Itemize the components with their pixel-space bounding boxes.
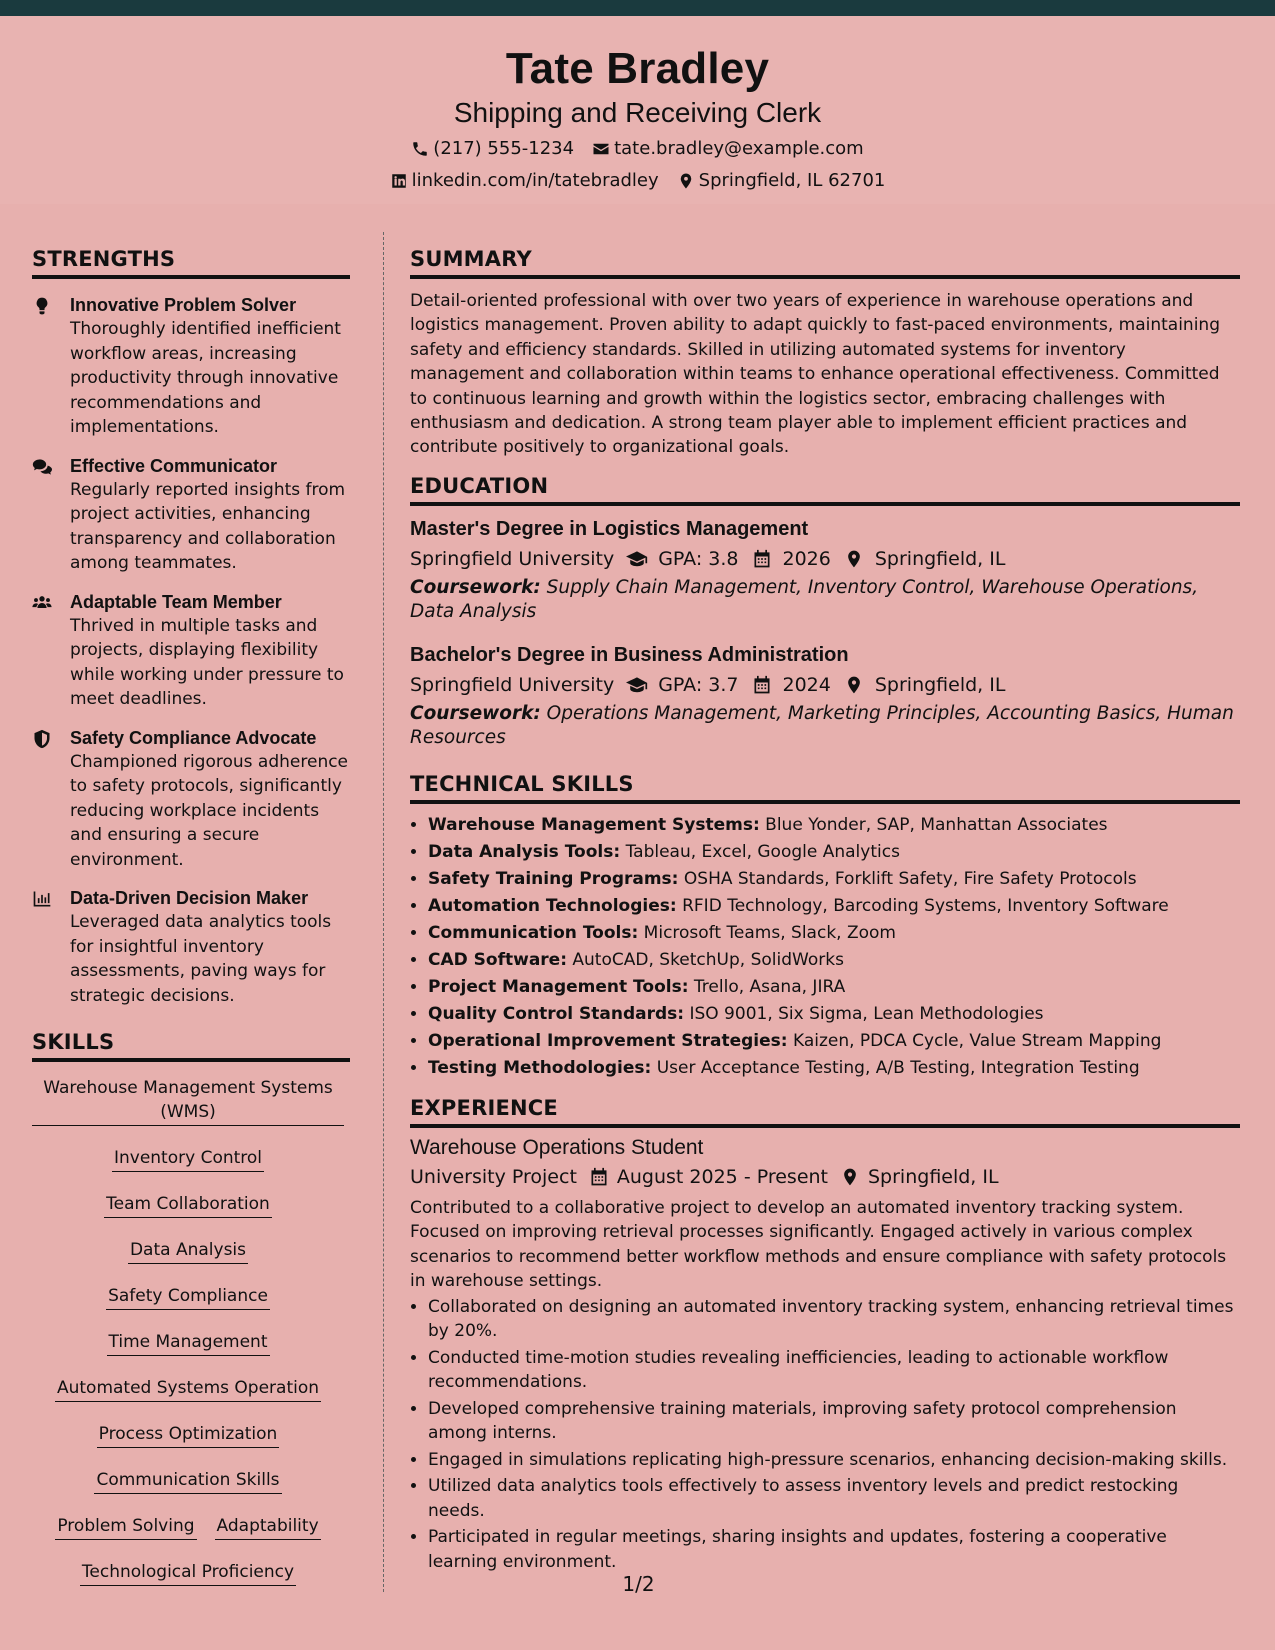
summary-text: Detail-oriented professional with over two years of experience in warehouse operations and logistics management. Proven ability to adapt quickly to fast-paced environments, maintaining safety and efficiency standards. Skilled in utilizing automated systems for inventory management and collaboration within teams to enhance operational effectiveness. Committed to continuous learning and growth within the logistics sector, embracing challenges with enthusiasm and dedication. A strong team player able to implement efficient practices and contribute positively to organizational goals.: [410, 291, 1220, 458]
skill-values: RFID Technology, Barcoding Systems, Inventory Software: [682, 895, 1169, 916]
skill-tag: Time Management: [107, 1330, 270, 1356]
job-org: University Project: [410, 1165, 577, 1188]
school-name: Springfield University: [410, 547, 615, 570]
strength-desc: Thoroughly identified inefficient workflow areas, increasing productivity through innovative recommendations and implementations.: [70, 319, 341, 437]
linkedin-contact[interactable]: [390, 170, 659, 192]
graduation-cap-icon: [626, 675, 648, 695]
coursework-label: Coursework:: [410, 702, 541, 724]
skill-category: Warehouse Management Systems:: [428, 814, 760, 835]
list-item: • Conducted time-motion studies revealing inefficiencies, leading to actionable workflow recommendations.: [428, 1346, 1240, 1395]
skill-values: AutoCAD, SketchUp, SolidWorks: [572, 949, 844, 970]
column-divider: [383, 232, 384, 1592]
skill-tag: Team Collaboration: [104, 1192, 272, 1218]
strengths-heading: STRENGTHS: [32, 245, 350, 279]
list-item: • Participated in regular meetings, sharing insights and updates, fostering a cooperative learning environment.: [428, 1525, 1240, 1574]
skill-tag: Communication Skills: [94, 1468, 281, 1494]
skill-tag: Data Analysis: [128, 1238, 248, 1264]
strength-item: [32, 726, 350, 873]
education-heading: EDUCATION: [410, 472, 1240, 506]
education-meta: [410, 544, 1240, 574]
education-entry: [410, 642, 1240, 750]
skill-category: Testing Methodologies:: [428, 1057, 652, 1078]
school-location: Springfield, IL: [874, 673, 1006, 696]
calendar-icon: [751, 675, 773, 695]
map-pin-icon: [843, 549, 865, 569]
education-meta: [410, 670, 1240, 700]
strength-desc: Regularly reported insights from project activities, enhancing transparency and collaboration among teammates.: [70, 479, 346, 573]
users-icon: [32, 593, 52, 613]
list-item: [428, 947, 1240, 974]
candidate-title: Shipping and Receiving Clerk: [453, 97, 822, 128]
grad-year: 2024: [782, 673, 831, 696]
job-location: Springfield, IL: [868, 1165, 999, 1188]
shield-icon: [32, 729, 52, 749]
list-item: [428, 920, 1240, 947]
top-bar: [0, 0, 1275, 16]
contact-row-1: [0, 138, 1275, 160]
skill-tag: Adaptability: [215, 1514, 321, 1540]
job-title: Warehouse Operations Student: [410, 1135, 704, 1159]
coursework-text: Operations Management, Marketing Principles, Accounting Basics, Human Resources: [410, 702, 1234, 748]
phone-contact[interactable]: [411, 138, 574, 160]
skill-tag: Automated Systems Operation: [55, 1376, 321, 1402]
skill-values: ISO 9001, Six Sigma, Lean Methodologies: [689, 1003, 1044, 1024]
lightbulb-icon: [32, 296, 52, 316]
technical-skills-list: [410, 812, 1240, 1082]
map-pin-icon: [677, 172, 695, 190]
coursework: [410, 702, 1240, 750]
list-item: • Utilized data analytics tools effectively to assess inventory levels and predict restocking needs.: [428, 1474, 1240, 1523]
list-item: [428, 839, 1240, 866]
gpa-text: GPA: 3.7: [658, 673, 739, 696]
strength-desc: Leveraged data analytics tools for insightful inventory assessments, paving ways for strategic decisions.: [70, 912, 332, 1006]
strength-item: [32, 293, 350, 440]
grad-year: 2026: [782, 547, 831, 570]
list-item: • Engaged in simulations replicating high-pressure scenarios, enhancing decision-making skills.: [428, 1448, 1240, 1473]
list-item: • Collaborated on designing an automated inventory tracking system, enhancing retrieval times by 20%.: [428, 1295, 1240, 1344]
summary-heading: SUMMARY: [410, 245, 1240, 279]
chart-icon: [32, 889, 52, 909]
job-meta: [410, 1162, 1240, 1192]
job-bullets: [410, 1295, 1240, 1575]
calendar-icon: [589, 1167, 609, 1187]
calendar-icon: [751, 549, 773, 569]
list-item: [428, 1055, 1240, 1082]
list-item: [428, 866, 1240, 893]
list-item: [428, 974, 1240, 1001]
comments-icon: [32, 457, 52, 477]
skill-tag: Problem Solving: [55, 1514, 196, 1540]
envelope-icon: [592, 140, 610, 158]
linkedin-icon: [390, 172, 408, 190]
list-item: • Developed comprehensive training materials, improving safety protocol comprehension among interns.: [428, 1397, 1240, 1446]
list-item: [428, 1028, 1240, 1055]
candidate-name: Tate Bradley: [505, 44, 770, 93]
skill-category: Data Analysis Tools:: [428, 841, 621, 862]
resume-header: [0, 16, 1275, 204]
left-column: [32, 245, 350, 1606]
school-location: Springfield, IL: [874, 547, 1006, 570]
location-text: Springfield, IL 62701: [698, 170, 886, 191]
gpa-text: GPA: 3.8: [658, 547, 739, 570]
skill-values: Microsoft Teams, Slack, Zoom: [643, 922, 896, 943]
skills-heading: SKILLS: [32, 1028, 350, 1062]
education-entry: [410, 516, 1240, 624]
right-column: [410, 245, 1240, 1576]
phone-icon: [411, 140, 429, 158]
map-pin-icon: [843, 675, 865, 695]
skill-category: CAD Software:: [428, 949, 567, 970]
page-number: 1/2: [622, 1572, 655, 1596]
skill-tag: Safety Compliance: [106, 1284, 270, 1310]
skill-values: Blue Yonder, SAP, Manhattan Associates: [765, 814, 1108, 835]
strength-desc: Thrived in multiple tasks and projects, displaying flexibility while working under pressure to meet deadlines.: [70, 615, 344, 709]
email-text: tate.bradley@example.com: [614, 138, 864, 159]
experience-heading: EXPERIENCE: [410, 1094, 1240, 1128]
skill-category: Quality Control Standards:: [428, 1003, 685, 1024]
list-item: [428, 812, 1240, 839]
school-name: Springfield University: [410, 673, 615, 696]
strengths-list: [32, 293, 350, 1008]
strength-item: [32, 886, 350, 1008]
skill-category: Communication Tools:: [428, 922, 639, 943]
location-contact: [677, 170, 886, 192]
skill-category: Safety Training Programs:: [428, 868, 679, 889]
list-item: [428, 893, 1240, 920]
strength-title: Data-Driven Decision Maker: [70, 888, 309, 908]
skill-values: User Acceptance Testing, A/B Testing, Integration Testing: [656, 1057, 1140, 1078]
coursework-label: Coursework:: [410, 576, 541, 598]
degree-title: Bachelor's Degree in Business Administration: [410, 643, 849, 666]
skill-values: OSHA Standards, Forklift Safety, Fire Safety Protocols: [683, 868, 1137, 889]
skill-values: Trello, Asana, JIRA: [693, 976, 846, 997]
skill-tag: Inventory Control: [112, 1146, 264, 1172]
skill-tag: Technological Proficiency: [80, 1560, 296, 1586]
skill-tag: Warehouse Management Systems (WMS): [32, 1076, 344, 1126]
strength-desc: Championed rigorous adherence to safety protocols, significantly reducing workplace incidents and ensuring a secure environment.: [70, 751, 349, 870]
strength-title: Innovative Problem Solver: [70, 295, 297, 315]
coursework-text: Supply Chain Management, Inventory Control, Warehouse Operations, Data Analysis: [410, 576, 1199, 622]
email-contact[interactable]: [592, 138, 864, 160]
skill-values: Kaizen, PDCA Cycle, Value Stream Mapping: [792, 1030, 1162, 1051]
strength-item: [32, 454, 350, 576]
skill-tag: Process Optimization: [97, 1422, 280, 1448]
strength-item: [32, 590, 350, 712]
job-description: Contributed to a collaborative project to develop an automated inventory tracking system. Focused on improving retrieval processes significantly. Engaged actively in various complex scenarios to recommend better workflow methods and ensure compliance with safety protocols in warehouse settings.: [410, 1197, 1227, 1292]
strength-title: Safety Compliance Advocate: [70, 727, 317, 748]
coursework: [410, 576, 1240, 624]
list-item: [428, 1001, 1240, 1028]
degree-title: Master's Degree in Logistics Management: [410, 517, 809, 540]
technical-skills-heading: TECHNICAL SKILLS: [410, 770, 1240, 804]
skills-list: [32, 1076, 344, 1606]
strength-title: Effective Communicator: [70, 455, 278, 476]
phone-text: (217) 555-1234: [433, 138, 575, 159]
job-dates: August 2025 - Present: [616, 1165, 828, 1188]
skill-category: Project Management Tools:: [428, 976, 689, 997]
linkedin-text: linkedin.com/in/tatebradley: [411, 170, 659, 191]
skill-category: Automation Technologies:: [428, 895, 677, 916]
skill-category: Operational Improvement Strategies:: [428, 1030, 788, 1051]
strength-title: Adaptable Team Member: [70, 591, 282, 612]
graduation-cap-icon: [626, 549, 648, 569]
contact-row-2: [0, 170, 1275, 192]
map-pin-icon: [840, 1167, 860, 1187]
skill-values: Tableau, Excel, Google Analytics: [625, 841, 900, 862]
